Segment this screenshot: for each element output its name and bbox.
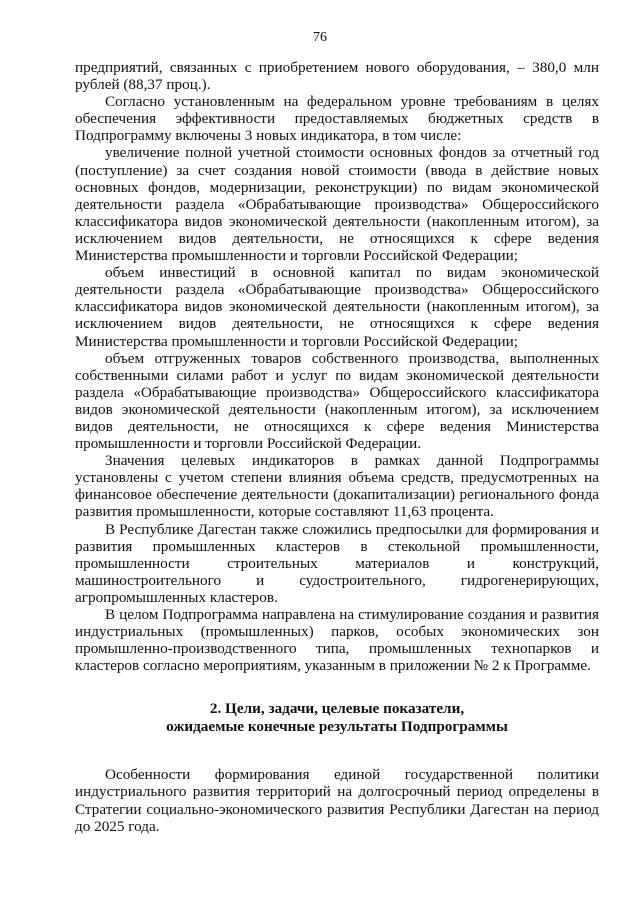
- paragraph-5: объем отгруженных товаров собственного производства, выполненных собственными силами работ и услуг по видам экономической деятельности раздела «Обрабатывающие производства» Общероссийского классификатора видов экономической деятельности (накопленным итогом), за исключением видов деятельности, не относящихся к сфере ведения Министерства промышленности и торговли Российской Федерации.: [75, 349, 599, 453]
- section-heading: [75, 700, 599, 736]
- paragraph-2: Согласно установленным на федеральном уровне требованиям в целях обеспечения эффективности предоставляемых бюджетных средств в Подпрограмму включены 3 новых индикатора, в том числе:: [75, 93, 599, 145]
- paragraph-1: предприятий, связанных с приобретением нового оборудования, – 380,0 млн рублей (88,37 проц.).: [75, 59, 599, 94]
- section-heading-line-1: 2. Цели, задачи, целевые показатели,: [209, 700, 465, 718]
- paragraph-7: В Республике Дагестан также сложились предпосылки для формирования и развития промышленных кластеров в стекольной промышленности, промышленности строительных материалов и конструкций, машиностроительного и судостроительного, гидрогенерирующих, агропромышленных кластеров.: [75, 520, 599, 606]
- section-paragraph: Особенности формирования единой государственной политики индустриального развития территорий на долгосрочный период определены в Стратегии социально-экономического развития Республики Дагестан на период до 2025 года.: [75, 766, 599, 835]
- paragraph-6: Значения целевых индикаторов в рамках данной Подпрограммы установлены с учетом степени влияния объема средств, предусмотренных на финансовое обеспечение деятельности (докапитализации) регионального фонда развития промышленности, которые составляют 11,63 процента.: [75, 452, 599, 521]
- document-body: [75, 59, 599, 835]
- paragraph-8: В целом Подпрограмма направлена на стимулирование создания и развития индустриальных (промышленных) парков, особых экономических зон промышленно-производственного типа, промышленных технопарков и кластеров согласно мероприятиям, указанным в приложении № 2 к Программе.: [75, 606, 599, 675]
- paragraph-3: увеличение полной учетной стоимости основных фондов за отчетный год (поступление) за счет создания новой стоимости (ввода в действие новых основных фондов, модернизации, реконструкции) по видам экономической деятельности раздела «Обрабатывающие производства» Общероссийского классификатора видов экономической деятельности (накопленным итогом), за исключением видов деятельности, не относящихся к сфере ведения Министерства промышленности и торговли Российской Федерации;: [75, 144, 599, 265]
- page-number: 76: [313, 30, 327, 45]
- paragraph-4: объем инвестиций в основной капитал по видам экономической деятельности раздела «Обрабатывающие производства» Общероссийского классификатора видов экономической деятельности (накопленным итогом), за исключением видов деятельности, не относящихся к сфере ведения Министерства промышленности и торговли Российской Федерации;: [75, 264, 599, 350]
- section-heading-line-2: ожидаемые конечные результаты Подпрограммы: [166, 718, 508, 736]
